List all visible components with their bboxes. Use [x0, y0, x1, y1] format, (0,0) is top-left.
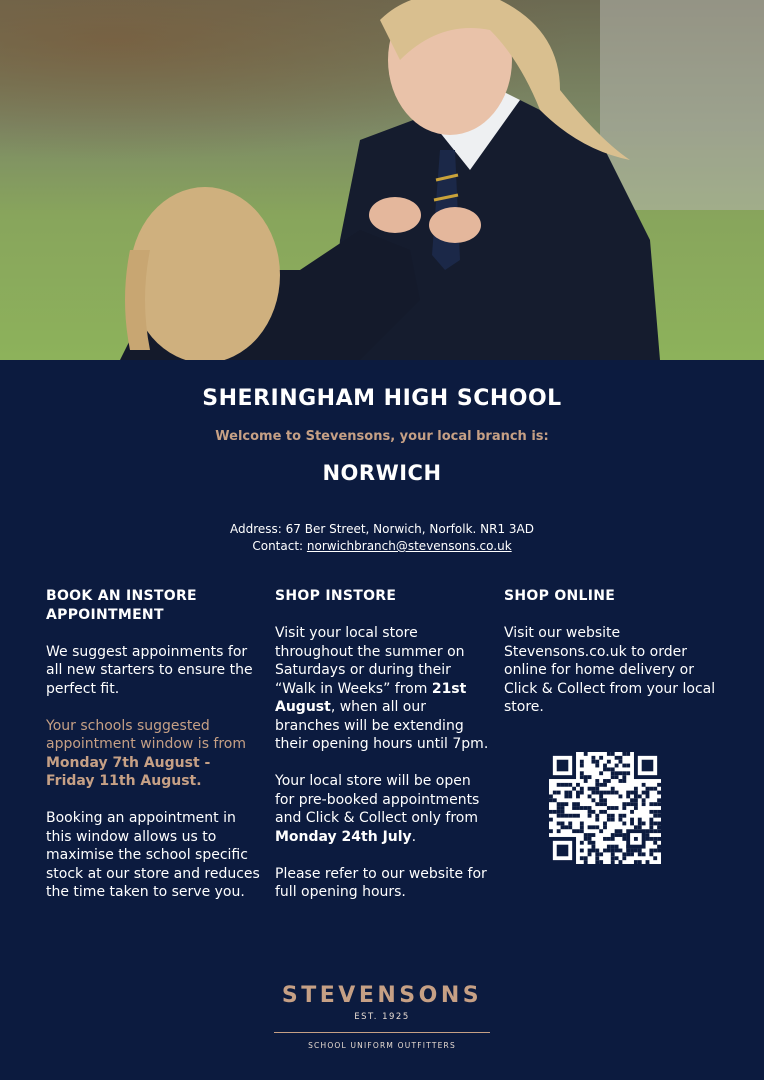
- brand-divider: [274, 1032, 490, 1033]
- book-appointment-heading: BOOK AN INSTORE APPOINTMENT: [46, 588, 197, 623]
- walkin-date: 21st August: [275, 680, 467, 715]
- hero-photo-illustration: [0, 0, 764, 360]
- welcome-text: Welcome to Stevensons, your local branch is:: [215, 429, 549, 444]
- shop-online-text: Visit our website Stevensons.co.uk to order online for home delivery or Click & Collect from your local store.: [504, 625, 716, 715]
- contact-line: [0, 538, 764, 555]
- qr-code-graphic: [549, 752, 661, 864]
- shop-instore-heading: SHOP INSTORE: [275, 588, 397, 604]
- book-appointment-benefits: Booking an appointment in this window allows us to maximise the school specific stock at our store and reduces the time taken to serve you.: [46, 810, 260, 900]
- brand-logo: [274, 983, 490, 1050]
- appointment-window-intro: Your schools suggested appointment window is from: [46, 717, 247, 752]
- walkin-text-b: , when all our branches will be extending their opening hours until 7pm.: [275, 699, 489, 752]
- school-title: SHERINGHAM HIGH SCHOOL: [202, 386, 562, 411]
- walkin-text-a: Visit your local store throughout the summer on Saturdays or during their “Walk in Weeks” from: [275, 625, 465, 697]
- book-appointment-column: [46, 587, 261, 920]
- shop-instore-hours: Please refer to our website for full opening hours.: [275, 865, 487, 900]
- brand-established: EST. 1925: [354, 1012, 410, 1022]
- hero-photo: [0, 0, 764, 360]
- appointment-window: [46, 717, 261, 791]
- shop-online-heading: SHOP ONLINE: [504, 588, 616, 604]
- contact-label: Contact:: [252, 539, 304, 553]
- contact-email-link[interactable]: norwichbranch@stevensons.co.uk: [306, 539, 512, 553]
- brand-tagline: SCHOOL UNIFORM OUTFITTERS: [308, 1041, 456, 1050]
- shop-instore-column: [275, 587, 490, 920]
- brand-name: STEVENSONS: [281, 983, 483, 1008]
- open-text-a: Your local store will be open for pre-booked appointments and Click & Collect only from: [275, 773, 480, 826]
- qr-code-icon[interactable]: [549, 752, 661, 864]
- open-text-b: .: [411, 828, 417, 845]
- shop-online-column: [504, 587, 719, 735]
- address-block: [0, 521, 764, 555]
- open-date: Monday 24th July: [275, 828, 412, 845]
- shop-instore-open: [275, 772, 490, 846]
- address-line: Address: 67 Ber Street, Norwich, Norfolk. NR1 3AD: [230, 522, 534, 536]
- appointment-window-dates: Monday 7th August - Friday 11th August.: [46, 754, 211, 789]
- branch-name: NORWICH: [322, 461, 442, 485]
- shop-instore-walkin: [275, 624, 490, 754]
- book-appointment-intro: We suggest appoinments for all new starters to ensure the perfect fit.: [46, 643, 253, 697]
